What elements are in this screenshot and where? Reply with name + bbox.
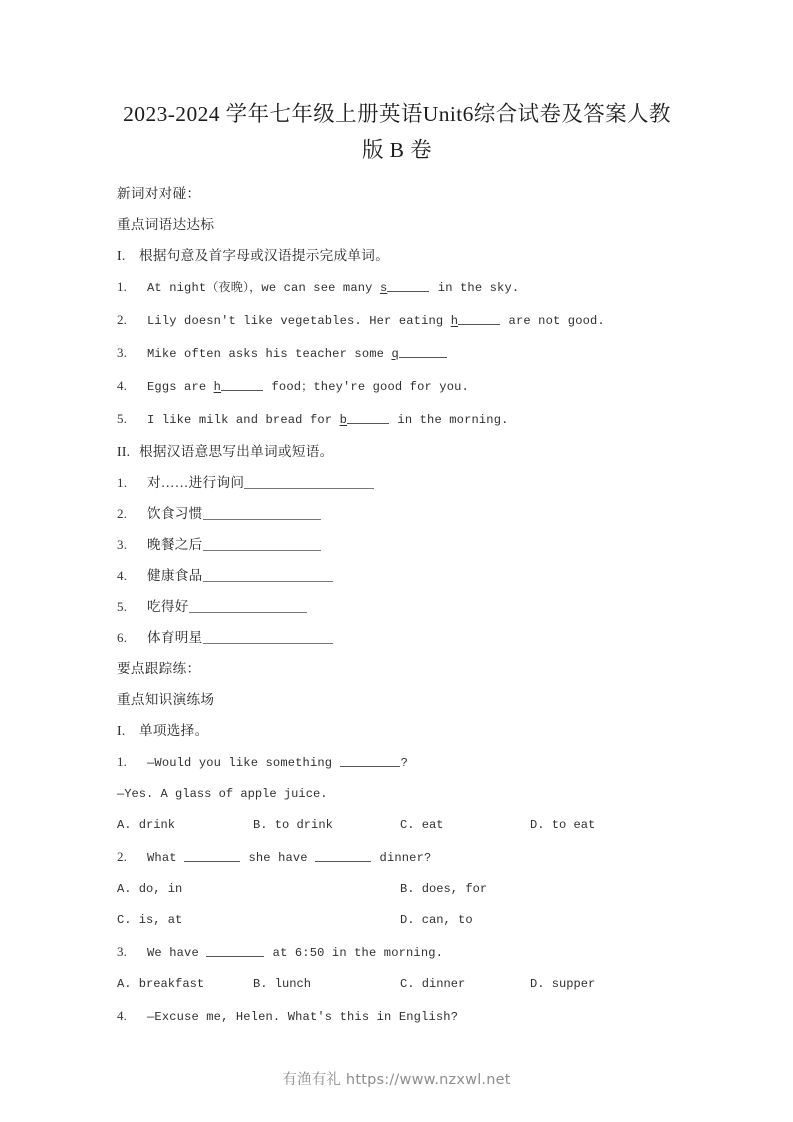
item-text-after: are not good. xyxy=(501,314,605,328)
item-text-after: in the sky. xyxy=(430,281,520,295)
answer-blank[interactable] xyxy=(184,850,240,862)
item-text: 饮食习惯 xyxy=(147,506,203,521)
stem-text-after: ? xyxy=(400,756,409,770)
fill-item xyxy=(117,403,717,436)
answer-blank[interactable] xyxy=(315,850,371,862)
stem-text-after: at 6:50 in the morning. xyxy=(265,946,444,960)
item-index: 6. xyxy=(117,630,128,645)
question-index: 3. xyxy=(117,944,128,959)
stem-text-before: —Would you like something xyxy=(147,756,340,770)
item-index: 3. xyxy=(117,345,128,360)
mc-options-row xyxy=(117,905,717,936)
mc-option-d[interactable]: D. can, to xyxy=(400,913,473,927)
fill-item xyxy=(117,337,717,370)
answer-blank[interactable] xyxy=(203,506,321,520)
title-line-1: 2023-2024 学年七年级上册英语Unit6综合试卷及答案人教 xyxy=(123,102,671,126)
mc-options-row xyxy=(117,969,717,1000)
stem-text-before: We have xyxy=(147,946,207,960)
item-index: 5. xyxy=(117,599,128,614)
item-index: 5. xyxy=(117,411,128,426)
mc-option-a[interactable]: A. do, in xyxy=(117,882,183,896)
part-instruction-text: 根据句意及首字母或汉语提示完成单词。 xyxy=(139,248,390,263)
mc-question-stem xyxy=(117,936,717,969)
answer-blank[interactable] xyxy=(347,412,389,424)
item-index: 2. xyxy=(117,506,128,521)
stem-text-before: What xyxy=(147,851,185,865)
fill-item xyxy=(117,271,717,304)
mc-option-b[interactable]: B. lunch xyxy=(253,977,312,991)
mc-option-d[interactable]: D. to eat xyxy=(530,818,596,832)
question-index: 4. xyxy=(117,1008,128,1023)
mc-question-stem xyxy=(117,746,717,779)
item-text-before: At night（夜晚），we can see many xyxy=(147,281,380,295)
answer-blank[interactable] xyxy=(221,379,263,391)
mc-option-a[interactable]: A. drink xyxy=(117,818,176,832)
mc-option-c[interactable]: C. dinner xyxy=(400,977,466,991)
item-text-before: I like milk and bread for xyxy=(147,413,340,427)
fill-item xyxy=(117,370,717,403)
item-starter-letter: b xyxy=(339,413,348,427)
mc-options-row xyxy=(117,810,717,841)
part-instruction-text: 根据汉语意思写出单词或短语。 xyxy=(139,444,334,459)
answer-blank[interactable] xyxy=(387,280,429,292)
answer-blank[interactable] xyxy=(458,313,500,325)
item-starter-letter: h xyxy=(213,380,222,394)
fill-item xyxy=(117,304,717,337)
item-text-before: Mike often asks his teacher some xyxy=(147,347,392,361)
answer-blank[interactable] xyxy=(244,475,374,489)
section2-subheading: 重点知识演练场 xyxy=(117,692,215,707)
mc-question-stem xyxy=(117,1000,717,1033)
part-marker: II. xyxy=(117,444,131,459)
translate-item xyxy=(117,622,717,653)
item-text: 吃得好 xyxy=(147,599,189,614)
mc-option-b[interactable]: B. does, for xyxy=(400,882,488,896)
footer-watermark: 有渔有礼 https://www.nzxwl.net xyxy=(282,1072,511,1088)
item-index: 2. xyxy=(117,312,128,327)
translate-item xyxy=(117,498,717,529)
section2-part1-instruction xyxy=(117,715,717,746)
mc-question-stem xyxy=(117,841,717,874)
item-starter-letter: s xyxy=(379,281,388,295)
item-text-before: Eggs are xyxy=(147,380,214,394)
item-index: 3. xyxy=(117,537,128,552)
mc-options-row xyxy=(117,874,717,905)
translate-item xyxy=(117,467,717,498)
answer-blank[interactable] xyxy=(206,945,264,957)
translate-item xyxy=(117,529,717,560)
item-text-before: Lily doesn't like vegetables. Her eating xyxy=(147,314,451,328)
part-instruction-text: 单项选择。 xyxy=(139,723,209,738)
answer-blank[interactable] xyxy=(203,568,333,582)
section1-part1-instruction xyxy=(117,240,717,271)
answer-blank[interactable] xyxy=(399,346,447,358)
item-text-after: in the morning. xyxy=(390,413,509,427)
item-index: 1. xyxy=(117,279,128,294)
answer-blank[interactable] xyxy=(203,537,321,551)
section1-subheading: 重点词语达达标 xyxy=(117,217,215,232)
item-text: 对……进行询问 xyxy=(147,475,245,490)
document-body xyxy=(117,178,717,1033)
mc-question-stem-line2: —Yes. A glass of apple juice. xyxy=(117,787,328,801)
mc-option-b[interactable]: B. to drink xyxy=(253,818,333,832)
section1-heading: 新词对对碰： xyxy=(117,186,201,201)
mc-option-c[interactable]: C. is, at xyxy=(117,913,183,927)
item-text: 健康食品 xyxy=(147,568,203,583)
stem-text-after: dinner? xyxy=(372,851,432,865)
answer-blank[interactable] xyxy=(340,755,400,767)
question-index: 1. xyxy=(117,754,128,769)
item-text-after: food；they're good for you. xyxy=(264,380,469,394)
item-starter-letter: h xyxy=(450,314,459,328)
stem-text-middle: she have xyxy=(241,851,316,865)
mc-option-c[interactable]: C. eat xyxy=(400,818,444,832)
translate-item xyxy=(117,591,717,622)
item-index: 4. xyxy=(117,568,128,583)
item-text: 晚餐之后 xyxy=(147,537,203,552)
answer-blank[interactable] xyxy=(189,599,307,613)
part-marker: I. xyxy=(117,248,126,263)
item-index: 4. xyxy=(117,378,128,393)
section1-part2-instruction xyxy=(117,436,717,467)
item-starter-letter: q xyxy=(391,347,399,361)
question-index: 2. xyxy=(117,849,128,864)
translate-item xyxy=(117,560,717,591)
item-index: 1. xyxy=(117,475,128,490)
page-title xyxy=(108,96,686,168)
mc-option-a[interactable]: A. breakfast xyxy=(117,977,205,991)
mc-option-d[interactable]: D. supper xyxy=(530,977,596,991)
answer-blank[interactable] xyxy=(203,630,333,644)
item-text: 体育明星 xyxy=(147,630,203,645)
part-marker: I. xyxy=(117,723,126,738)
title-line-2: 版 B 卷 xyxy=(361,138,433,162)
section2-heading: 要点跟踪练： xyxy=(117,661,201,676)
stem-text-full: —Excuse me, Helen. What's this in English? xyxy=(147,1010,459,1024)
